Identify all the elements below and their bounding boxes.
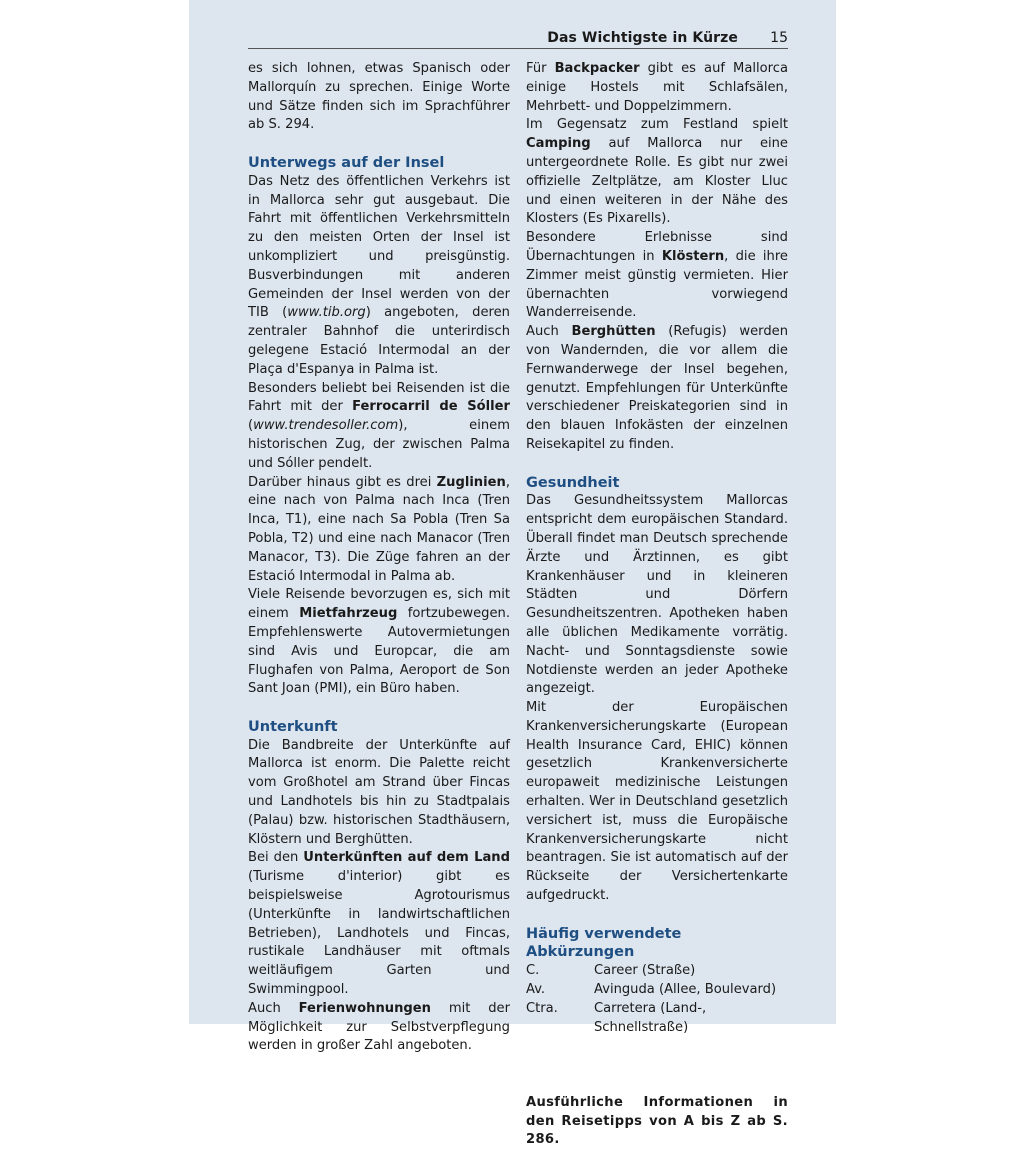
- abbreviation-key: C.: [526, 963, 540, 979]
- left-column: [248, 60, 510, 1056]
- paragraph-ferienwohnungen: Auch Ferienwohnungen mit der Möglichkeit zur Selbstverpflegung werden in großer Zahl angeboten.: [248, 1000, 510, 1054]
- link-tib: www.tib.org: [287, 305, 366, 321]
- abbreviation-row: [526, 981, 788, 1000]
- abbreviation-key: Av.: [526, 982, 546, 998]
- paragraph-mietfahrzeug: Viele Reisende bevorzugen es, sich mit einem Mietfahrzeug fortzubewegen. Empfehlenswerte Autovermietungen sind Avis und Europcar, die am Flughafen von Palma, Aeroport de Son Sant Joan (PMI), ein Büro haben.: [248, 587, 511, 697]
- heading-gesundheit: Gesundheit: [526, 474, 620, 491]
- abbreviation-value: Career (Straße): [594, 963, 696, 979]
- paragraph-zuglinien: Darüber hinaus gibt es drei Zuglinien, eine nach von Palma nach Inca (Tren Inca, T1), eine nach Sa Pobla (Tren Sa Pobla, T2) und eine nach Manacor (Tren Manacor, T3). Die Züge fahren an der Estació Intermodal in Palma ab.: [248, 474, 510, 584]
- abbreviation-value: Avinguda (Allee, Boulevard): [594, 982, 777, 998]
- paragraph-land: Bei den Unterkünften auf dem Land (Turisme d'interior) gibt es beispielsweise Agrotourismus (Unterkünfte in landwirtschaftlichen Betrieben), Landhotels und Fincas, rustikale Landhäuser mit oftmals weitläufigem Garten und Swimmingpool.: [248, 850, 510, 998]
- paragraph-berghuetten: Auch Berghütten (Refugis) werden von Wandernden, die vor allem die Fernwanderwege der Insel begehen, genutzt. Empfehlungen für Unterkünfte verschiedener Preiskategorien sind in den blauen Infokästen der einzelnen Reisekapitel zu finden.: [526, 324, 788, 452]
- paragraph-gesundheitssystem: Das Gesundheitssystem Mallorcas entspricht dem europäischen Standard. Überall findet man Deutsch sprechende Ärzte und Ärztinnen, es gibt Krankenhäuser und in kleineren Städten und Dörfern Gesundheitszentren. Apotheken haben alle üblichen Medikamente vorrätig. Nacht- und Sonntagsdienste sowie Notdienste werden an jeder Apotheke angezeigt.: [526, 493, 788, 697]
- paragraph-backpacker: Für Backpacker gibt es auf Mallorca einige Hostels mit Schlafsälen, Mehrbett- und Doppelzimmern.: [526, 61, 788, 114]
- abbreviation-row: [526, 1000, 788, 1038]
- heading-unterkunft: Unterkunft: [248, 718, 338, 735]
- running-title: Das Wichtigste in Kürze: [547, 30, 738, 46]
- reference-note: Ausführliche Informationen in den Reisetipps von A bis Z ab S. 286.: [526, 1094, 788, 1148]
- abbreviation-list: [526, 962, 788, 1037]
- abbreviation-row: [526, 962, 788, 981]
- page-number: 15: [770, 30, 788, 46]
- paragraph-public-transport: Das Netz des öffentlichen Verkehrs ist in Mallorca sehr gut ausgebaut. Die Fahrt mit öffentlichen Verkehrsmitteln zu den meisten Orten der Insel ist unkompliziert und preisgünstig. Busverbindungen mit anderen Gemeinden der Insel werden von der TIB (www.tib.org) angeboten, deren zentraler Bahnhof die unterirdisch gelegene Estació Intermodal an der Plaça d'Espanya in Palma ist.: [248, 173, 510, 377]
- link-trendesoller: www.trendesoller.com: [253, 418, 399, 434]
- paragraph-ferrocarril: Besonders beliebt bei Reisenden ist die Fahrt mit der Ferrocarril de Sóller (www.trendesoller.com), einem historischen Zug, der zwischen Palma und Sóller pendelt.: [248, 380, 510, 471]
- paragraph-bandbreite: Die Bandbreite der Unterkünfte auf Mallorca ist enorm. Die Palette reicht vom Großhotel am Strand über Fincas und Landhotels bis hin zu Stadtpalais (Palau) bzw. historischen Stadthäusern, Klöstern und Berghütten.: [248, 737, 510, 847]
- running-header: [248, 30, 788, 49]
- paragraph-kloester: Besondere Erlebnisse sind Übernachtungen in Klöstern, die ihre Zimmer meist günstig vermieten. Hier übernachten vorwiegend Wanderreisende.: [526, 230, 788, 321]
- heading-abkuerzungen: Häufig verwendete Abkürzungen: [526, 925, 682, 961]
- abbreviation-value: Carretera (Land-, Schnellstraße): [594, 1000, 707, 1035]
- paragraph-ehic: Mit der Europäischen Krankenversicherungskarte (European Health Insurance Card, EHIC) können gesetzlich Krankenversicherte europaweit medizinische Leistungen erhalten. Wer in Deutschland gesetzlich versichert ist, muss die Europäische Krankenversicherungskarte nicht beantragen. Sie ist automatisch auf der Rückseite der Versichertenkarte aufgedruckt.: [526, 700, 788, 904]
- right-column: [526, 60, 788, 1150]
- abbreviation-key: Ctra.: [526, 1000, 558, 1016]
- paragraph-camping: Im Gegensatz zum Festland spielt Camping auf Mallorca nur eine untergeordnete Rolle. Es gibt nur zwei offizielle Zeltplätze, am Kloster Lluc und einen weiteren in der Nähe des Klosters (Es Pixarells).: [526, 117, 788, 227]
- heading-unterwegs: Unterwegs auf der Insel: [248, 154, 445, 171]
- paragraph-language: es sich lohnen, etwas Spanisch oder Mallorquín zu sprechen. Einige Worte und Sätze finden sich im Sprachführer ab S. 294.: [248, 61, 510, 133]
